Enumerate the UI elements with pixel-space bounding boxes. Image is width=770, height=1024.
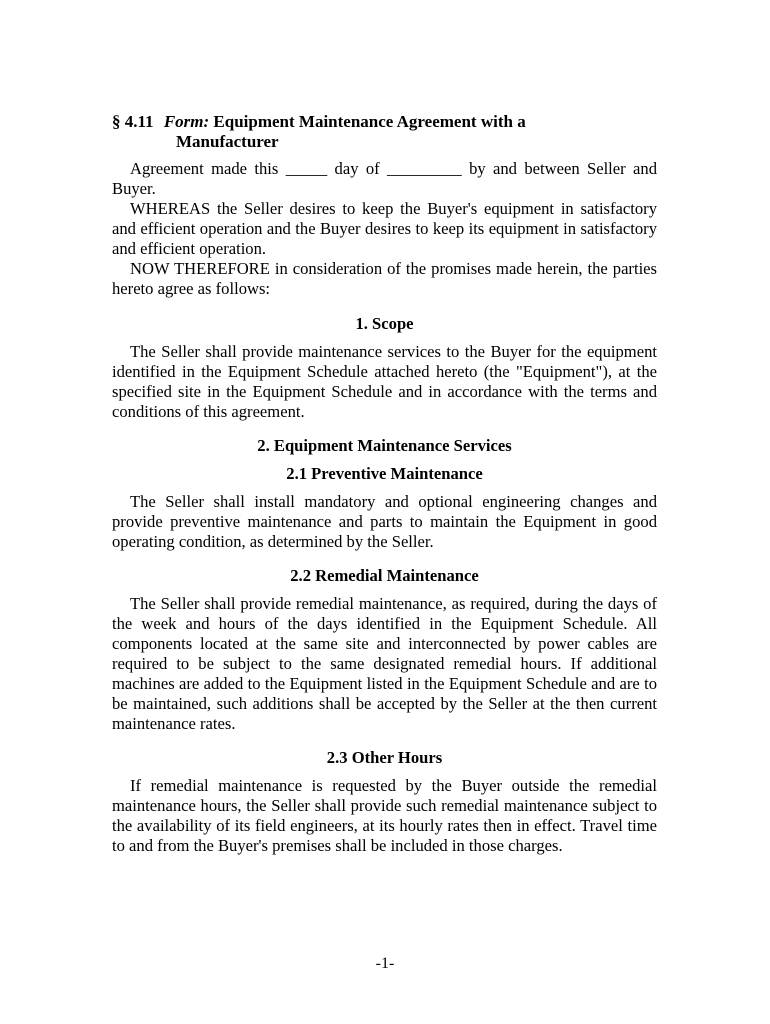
title-line-1: Equipment Maintenance Agreement with a bbox=[213, 112, 526, 131]
page-number: -1- bbox=[375, 955, 395, 972]
title-line-2: Manufacturer bbox=[176, 132, 279, 151]
preventive-heading: 2.1 Preventive Maintenance bbox=[286, 464, 483, 483]
form-label: Form: bbox=[163, 112, 210, 131]
agreement-paragraph: Agreement made this _____ day of _________ by and between Seller and Buyer. bbox=[112, 159, 657, 198]
now-therefore-paragraph: NOW THEREFORE in consideration of the promises made herein, the parties hereto agree as follows: bbox=[112, 259, 657, 298]
services-heading: 2. Equipment Maintenance Services bbox=[257, 436, 512, 455]
section-number: § 4.11 bbox=[112, 112, 154, 131]
whereas-paragraph: WHEREAS the Seller desires to keep the Buyer's equipment in satisfactory and efficient operation and the Buyer desires to keep its equipment in satisfactory and efficient operation. bbox=[112, 199, 657, 258]
preventive-paragraph: The Seller shall install mandatory and optional engineering changes and provide preventive maintenance and parts to maintain the Equipment in good operating condition, as determined by the Seller. bbox=[112, 492, 657, 551]
remedial-heading: 2.2 Remedial Maintenance bbox=[290, 566, 479, 585]
other-hours-paragraph: If remedial maintenance is requested by the Buyer outside the remedial maintenance hours, the Seller shall provide such remedial maintenance subject to the availability of its field engineers, at its hourly rates then in effect. Travel time to and from the Buyer's premises shall be included in those charges. bbox=[112, 776, 657, 855]
document-body bbox=[112, 112, 657, 856]
other-hours-heading: 2.3 Other Hours bbox=[326, 748, 443, 767]
remedial-paragraph: The Seller shall provide remedial maintenance, as required, during the days of the week and hours of the days identified in the Equipment Schedule. All components located at the same site and interconnected by power cables are required to be subject to the same designated remedial hours. If additional machines are added to the Equipment listed in the Equipment Schedule and are to be maintained, such additions shall be accepted by the Seller at the then current maintenance rates. bbox=[112, 594, 657, 733]
document-title bbox=[112, 112, 657, 132]
scope-paragraph: The Seller shall provide maintenance services to the Buyer for the equipment identified in the Equipment Schedule attached hereto (the "Equipment"), at the specified site in the Equipment Schedule and in accordance with the terms and conditions of this agreement. bbox=[112, 342, 657, 421]
scope-heading: 1. Scope bbox=[355, 314, 414, 333]
